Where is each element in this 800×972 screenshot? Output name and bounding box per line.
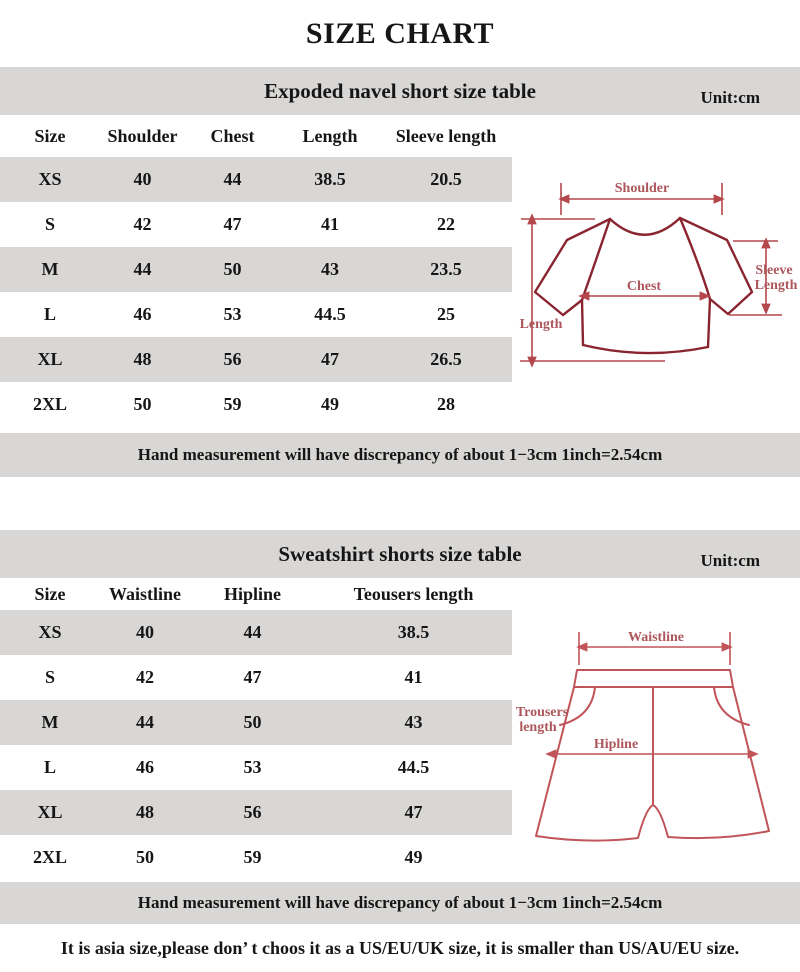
value-cell: 38.5	[314, 169, 346, 189]
table2-col-hipline: Hipline	[223, 583, 281, 604]
table1-col-shoulder: Shoulder	[107, 125, 178, 146]
table1-col-chest: Chest	[210, 125, 255, 146]
value-cell: 40	[133, 169, 152, 189]
value-cell: 44	[133, 259, 152, 279]
value-cell: 49	[321, 394, 339, 414]
table-row	[0, 157, 512, 202]
value-cell: 53	[243, 757, 262, 777]
table1-title: Expoded navel short size table	[264, 78, 536, 103]
table1-col-size: Size	[34, 125, 66, 146]
table-row	[0, 382, 512, 427]
table2-unit: Unit:cm	[700, 551, 760, 570]
crop-top-measurement-diagram	[508, 148, 800, 433]
value-cell: 22	[437, 214, 455, 234]
value-cell: 42	[136, 667, 154, 687]
chest-dimension-label: Chest	[626, 279, 662, 294]
value-cell: 50	[223, 259, 242, 279]
table-row	[0, 202, 512, 247]
table2-col-waistline: Waistline	[108, 583, 181, 604]
value-cell: 44.5	[397, 757, 430, 777]
value-cell: 20.5	[430, 169, 462, 189]
value-cell: 53	[223, 304, 242, 324]
value-cell: 47	[223, 214, 242, 234]
table-row	[0, 790, 512, 835]
value-cell: 26.5	[430, 349, 462, 369]
table2-note: Hand measurement will have discrepancy of about 1−3cm 1inch=2.54cm	[0, 882, 800, 924]
table1-note: Hand measurement will have discrepancy of about 1−3cm 1inch=2.54cm	[0, 433, 800, 477]
table2-title-band	[0, 530, 800, 578]
value-cell: 59	[223, 394, 242, 414]
trousers-length-dimension-label-line1: Trousers	[515, 705, 569, 720]
value-cell: 47	[321, 349, 339, 369]
size-cell: M	[41, 712, 59, 732]
size-cell: L	[43, 757, 56, 777]
value-cell: 41	[321, 214, 339, 234]
size-cell: XL	[37, 802, 63, 822]
hipline-dimension-label: Hipline	[593, 737, 639, 752]
table-row	[0, 610, 512, 655]
size-cell: XS	[38, 622, 62, 642]
asia-size-disclaimer: It is asia size,please don’ t choos it as a US/EU/UK size, it is smaller than US/AU/EU size.	[60, 937, 740, 958]
sleeve-length-dimension-label-line1: Sleeve	[755, 263, 793, 278]
value-cell: 44.5	[314, 304, 346, 324]
table1-unit: Unit:cm	[700, 88, 760, 107]
table-row	[0, 292, 512, 337]
value-cell: 40	[136, 622, 154, 642]
table2-header-row	[0, 578, 512, 610]
size-cell: M	[41, 259, 59, 279]
value-cell: 47	[243, 667, 262, 687]
table-row	[0, 655, 512, 700]
table1-header-row	[0, 115, 512, 157]
shorts-outline	[536, 670, 769, 841]
shoulder-dimension-label: Shoulder	[614, 181, 670, 196]
table-row	[0, 835, 512, 880]
value-cell: 23.5	[430, 259, 462, 279]
value-cell: 49	[404, 847, 423, 867]
table-row	[0, 337, 512, 382]
table-row	[0, 247, 512, 292]
value-cell: 48	[136, 802, 154, 822]
value-cell: 59	[243, 847, 262, 867]
value-cell: 47	[404, 802, 423, 822]
length-dimension-label: Length	[519, 317, 563, 332]
value-cell: 28	[437, 394, 455, 414]
table2-title: Sweatshirt shorts size table	[278, 541, 522, 566]
shorts-measurement-diagram	[500, 598, 800, 873]
size-cell: XS	[38, 169, 62, 189]
table1-col-length: Length	[302, 125, 358, 146]
size-cell: S	[44, 214, 55, 234]
value-cell: 46	[136, 757, 154, 777]
table-row	[0, 745, 512, 790]
value-cell: 56	[243, 802, 262, 822]
table2-col-trousers-length: Teousers length	[353, 583, 474, 604]
value-cell: 44	[136, 712, 154, 732]
value-cell: 44	[243, 622, 262, 642]
value-cell: 42	[133, 214, 152, 234]
value-cell: 50	[136, 847, 154, 867]
value-cell: 50	[133, 394, 152, 414]
value-cell: 48	[133, 349, 152, 369]
value-cell: 46	[133, 304, 152, 324]
value-cell: 41	[404, 667, 423, 687]
table2-col-size: Size	[34, 583, 66, 604]
size-cell: L	[43, 304, 56, 324]
table1-col-sleeve-length: Sleeve length	[395, 125, 497, 146]
size-cell: XL	[37, 349, 63, 369]
value-cell: 50	[243, 712, 262, 732]
table1-title-band	[0, 67, 800, 115]
value-cell: 43	[404, 712, 423, 732]
value-cell: 43	[321, 259, 339, 279]
size-cell: 2XL	[32, 847, 67, 867]
size-cell: 2XL	[32, 394, 67, 414]
size-cell: S	[44, 667, 55, 687]
page-title: SIZE CHART	[305, 16, 495, 50]
waistline-dimension-label: Waistline	[627, 630, 685, 645]
trousers-length-dimension-label-line2: length	[519, 720, 557, 735]
value-cell: 38.5	[397, 622, 430, 642]
table-row	[0, 700, 512, 745]
value-cell: 25	[437, 304, 455, 324]
value-cell: 44	[223, 169, 242, 189]
value-cell: 56	[223, 349, 242, 369]
sleeve-length-dimension-label-line2: Length	[754, 278, 798, 293]
